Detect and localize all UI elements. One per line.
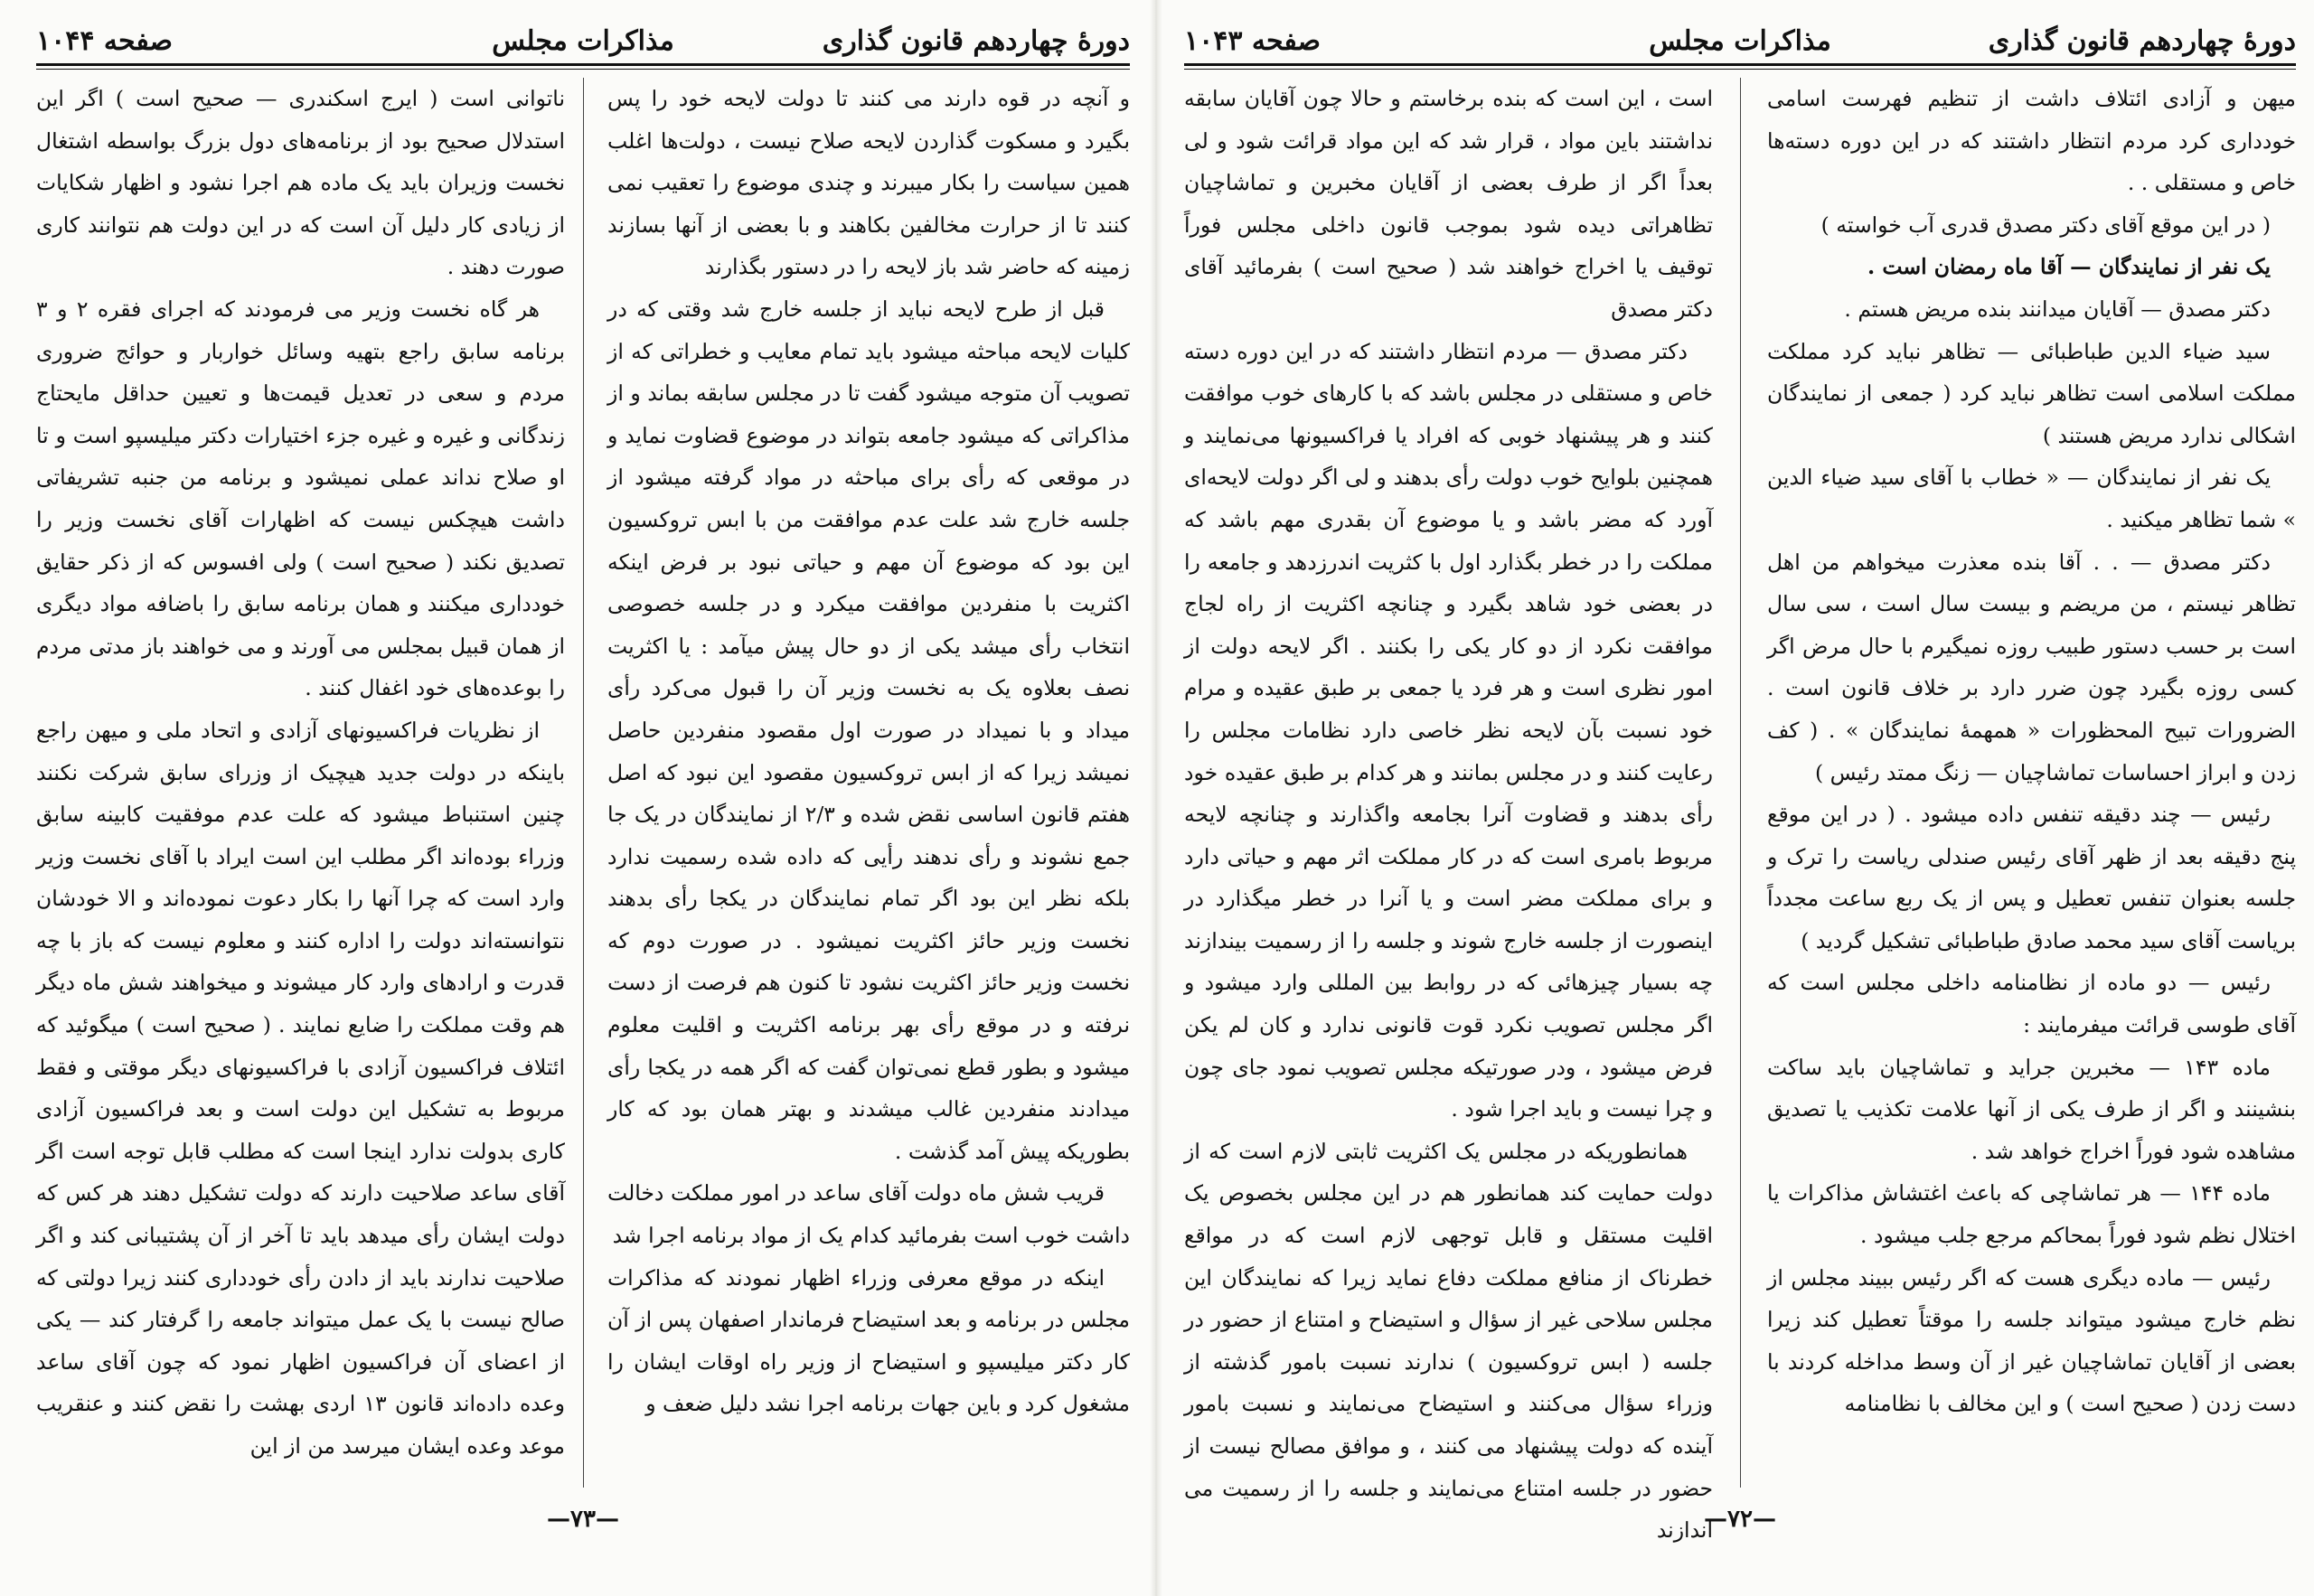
paragraph: میهن و آزادی ائتلاف داشت از تنظیم فهرست اسامی خودداری کرد مردم انتظار داشتند که در این دوره دسته‌ها خاص و مستقلی . . <box>1767 86 2296 196</box>
column-divider <box>583 78 584 1488</box>
paragraph: است ، این است که بنده برخاستم و حالا چون آقایان سابقه نداشتند باین مواد ، قرار شد که این مواد قرائت شود و لی بعداً اگر از طرف بعضی از آقایان مخبرین و تماشاچیان تظاهراتی دیده شود بموجب قانون داخلی مجلس فوراً توقیف یا اخراج خواهند شد ( صحیح است ) بفرمائید آقای دکتر مصدق <box>1184 86 1713 322</box>
page-1044 <box>36 0 1130 1596</box>
header-rule <box>1184 63 2296 66</box>
speech-paragraph: رئیس — چند دقیقه تنفس داده میشود . ( در این موقع پنج دقیقه بعد از ظهر آقای رئیس صندلی ریاست را ترک و جلسه بعنوان تنفس تعطیل و پس از یک ربع ساعت مجدداً بریاست آقای سید محمد صادق طباطبائی تشکیل گردید ) <box>1767 802 2296 953</box>
header-rule-thin <box>36 69 1130 70</box>
column-left <box>36 78 565 1488</box>
paragraph: قریب شش ماه دولت آقای ساعد در امور مملکت دخالت داشت خوب است بفرمائید کدام یک از مواد برنامه اجرا شد <box>607 1180 1130 1249</box>
speech-paragraph: دکتر مصدق — مردم انتظار داشتند که در این دوره دسته خاص و مستقلی در مجلس باشد که با کارهای خوب موافقت کنند و هر پیشنهاد خوبی که افراد یا فراکسیونها می‌نمایند و همچنین بلوایح خوب دولت رأی بدهند و لی اگر دولت لایحه‌ای آورد که مضر باشد و یا موضوع آن بقدری مهم باشد که مملکت را در خطر بگذارد اول با کثریت اندرزدهد و جامعه را در بعضی خود شاهد بگیرد و چنانچه اکثریت از راه لجاج موافقت نکرد از دو کار یکی را بکنند . اگر لایحه دولت از امور نظری است و هر فرد یا جمعی بر طبق عقیده و مرام خود نسبت بآن لایحه نظر خاصی دارد نظامات مجلس را رعایت کنند و در مجلس بمانند و هر کدام بر طبق عقیده خود رأی بدهند و قضاوت آنرا بجامعه واگذارند و چنانچه لایحه مربوط بامری است که در کار مملکت اثر مهم و حیاتی دارد و برای مملکت مضر است و یا آنرا در خطر میگذارد در اینصورت از جلسه خارج شوند و جلسه را از رسمیت بیندازند چه بسیار چیزهائی که در روابط بین المللی وارد میشود و اگر مجلس تصویب نکرد قوت قانونی ندارد و کان لم یکن فرض میشود ، ودر صورتیکه مجلس تصویب نمود جای چون و چرا نیست و باید اجرا شود . <box>1184 338 1713 1122</box>
speech-paragraph: یک نفر از نمایندگان — آقا ماه رمضان است . <box>1867 254 2271 280</box>
page-header <box>1184 25 2296 61</box>
header-title: دورهٔ چهاردهم قانون گذاری <box>822 25 1130 57</box>
header-page-label: صفحه ۱۰۴۴ <box>36 25 173 57</box>
column-right <box>1767 78 2296 1488</box>
article-paragraph: ماده ۱۴۴ — هر تماشاچی که باعث اغتشاش مذاکرات یا اختلال نظم شود فوراً بمحاکم مرجع جلب میشود . <box>1767 1180 2296 1249</box>
header-rule-thin <box>1184 69 2296 70</box>
paragraph: اینکه در موقع معرفی وزراء اظهار نمودند که مذاکرات مجلس در برنامه و بعد استیضاح فرماندار اصفهان پس از آن کار دکتر میلیسپو و استیضاح از وزیر راه اوقات ایشان را مشغول کرد و باین جهات برنامه اجرا نشد دلیل ضعف و <box>607 1264 1130 1417</box>
article-paragraph: ماده ۱۴۳ — مخبرین جراید و تماشاچیان باید ساکت بنشینند و اگر از طرف یکی از آنها علامت تکذیب یا تصدیق مشاهده شود فوراً اخراج خواهد شد . <box>1767 1054 2296 1164</box>
speech-paragraph: یک نفر از نمایندگان — « خطاب با آقای سید ضیاء الدین » شما تظاهر میکنید . <box>1767 465 2296 532</box>
paragraph: قبل از طرح لایحه نباید از جلسه خارج شد وقتی که در کلیات لایحه مباحثه میشود باید تمام معایب و خطراتی که از تصویب آن متوجه میشود گفت تا در مجلس سابقه بماند و از مذاکراتی که میشود جامعه بتواند در موضوع قضاوت نماید و در موقعی که رأی برای مباحثه در مواد گرفته میشود از جلسه خارج شد علت عدم موافقت من با ابس تروکسیون این بود که موضوع آن مهم و حیاتی نبود بر فرض اینکه اکثریت با منفردین موافقت میکرد و در جلسه خصوصی انتخاب رأی میشد یکی از دو حال پیش میآمد : یا اکثریت نصف بعلاوه یک به نخست وزیر آن را قبول می‌کرد رأی میداد و با نمیداد در صورت اول مقصود منفردین حاصل نمیشد زیرا که از ابس تروکسیون مقصود این نبود که اصل هفتم قانون اساسی نقض شده و ۲/۳ از نمایندگان در یک جا جمع نشوند و رأی ندهند رأیی که داده شده رسمیت ندارد بلکه نظر این بود اگر تمام نمایندگان در یکجا رأی بدهند نخست وزیر حائز اکثریت نمیشود . در صورت دوم که نخست وزیر حائز اکثریت نشود تا کنون هم فرصت از دست نرفته و در موقع رأی بهر برنامه اکثریت و اقلیت معلوم میشود و بطور قطع نمی‌توان گفت که اگر همه در یکجا رأی میدادند منفردین غالب میشدند و بهتر همان بود که کار بطوریکه پیش آمد گذشت . <box>607 296 1130 1164</box>
paragraph: همانطوریکه در مجلس یک اکثریت ثابتی لازم است که از دولت حمایت کند همانطور هم در این مجلس بخصوص یک اقلیت مستقل و قابل توجهی لازم است که در مواقع خطرناک از منافع مملکت دفاع نماید زیرا که نمایندگان این مجلس سلاحی غیر از سؤال و استیضاح و امتناع از حضور در جلسه ( ابس تروکسیون ) ندارند نسبت بامور گذشته از وزراء سؤال می‌کنند و استیضاح می‌نمایند و نسبت بامور آینده که دولت پیشنهاد می کنند ، و موافق مصالح نیست از حضور در جلسه امتناع می‌نمایند و جلسه را از رسمیت می اندازند <box>1184 1138 1713 1544</box>
page-1043 <box>1184 0 2296 1596</box>
speech-paragraph: سید ضیاء الدین طباطبائی — تظاهر نباید کرد مملکت مملکت اسلامی است تظاهر نباید کرد ( جمعی از نمایندگان اشکالی ندارد مریض هستند ) <box>1767 338 2296 448</box>
speech-paragraph: دکتر مصدق — . . آقا بنده معذرت میخواهم من اهل تظاهر نیستم ، من مریضم و بیست سال است ، سی سال است بر حسب دستور طبیب روزه نمیگیرم با حال مرض اگر کسی روزه بگیرد چون ضرر دارد بر خلاف قانون است . الضرورات تبیح المحظورات « همهمهٔ نمایندگان » . ( کف زدن و ابراز احساسات تماشاچیان — زنگ ممتد رئیس ) <box>1767 549 2296 785</box>
book-spine <box>1150 0 1162 1596</box>
header-rule <box>36 63 1130 66</box>
column-left <box>1184 78 1713 1544</box>
page-number: —۷۳— <box>547 1506 619 1533</box>
speech-paragraph: رئیس — ماده دیگری هست که اگر رئیس ببیند مجلس از نظم خارج میشود میتواند جلسه را موقتاً تعطیل کند زیرا بعضی از آقایان تماشاچیان غیر از آن وسط مداخله کردند با دست زدن ( صحیح است ) و این مخالف با نظامنامه <box>1767 1264 2296 1417</box>
page-number: —۷۲— <box>1704 1506 1776 1533</box>
page-header <box>36 25 1130 61</box>
speech-paragraph: رئیس — دو ماده از نظامنامه داخلی مجلس است که آقای طوسی قرائت میفرمایند : <box>1767 970 2296 1038</box>
speech-paragraph: دکتر مصدق — آقایان میدانند بنده مریض هستم . <box>1844 296 2271 322</box>
paragraph: ( در این موقع آقای دکتر مصدق قدری آب خواسته ) <box>1820 211 2271 238</box>
paragraph: و آنچه در قوه دارند می کنند تا دولت لایحه خود را پس بگیرد و مسکوت گذاردن لایحه صلاح نیست ، دولت‌ها اغلب همین سیاست را بکار میبرند و چندی موضوع را تعقیب نمی کنند تا از حرارت مخالفین بکاهند و با بعضی از آنها بسازند زمینه که حاضر شد باز لایحه را در دستور بگذارند <box>607 86 1130 280</box>
column-divider <box>1740 78 1741 1488</box>
header-middle: مذاکرات مجلس <box>1649 25 1831 57</box>
header-page-label: صفحه ۱۰۴۳ <box>1184 25 1321 57</box>
paragraph: هر گاه نخست وزیر می فرمودند که اجرای فقره ۲ و ۳ برنامه سابق راجع بتهیه وسائل خواربار و حوائج ضروری مردم و سعی در تعدیل قیمت‌ها و تعیین حداقل مایحتاج زندگانی و غیره و غیره جزء اختیارات دکتر میلیسپو است و تا او صلاح نداند عملی نمیشود و برنامه من جنبه تشریفاتی داشت هیچکس نیست که اظهارات آقای نخست وزیر را تصدیق نکند ( صحیح است ) ولی افسوس که از ذکر حقایق خودداری میکنند و همان برنامه سابق را باضافه مواد دیگری از همان قبیل بمجلس می آورند و می خواهند باز مدتی مردم را بوعده‌های خود اغفال کنند . <box>36 296 565 701</box>
header-title: دورهٔ چهاردهم قانون گذاری <box>1988 25 2296 57</box>
column-right <box>607 78 1130 1488</box>
paragraph: ناتوانی است ( ایرج اسکندری — صحیح است ) اگر این استدلال صحیح بود از برنامه‌های دول بزرگ بواسطه اشتغال نخست وزیران باید یک ماده هم اجرا نشود و اظهار شکایات از زیادی کار دلیل آن است که در این دولت هم نتوانند کاری صورت دهند . <box>36 86 565 280</box>
paragraph: از نظریات فراکسیونهای آزادی و اتحاد ملی و میهن راجع باینکه در دولت جدید هیچیک از وزرای سابق شرکت نکنند چنین استنباط میشود که علت عدم موفقیت کابینه سابق وزراء بوده‌اند اگر مطلب این است ایراد با آقای نخست وزیر وارد است که چرا آنها را بکار دعوت نموده‌اند و الا خودشان نتوانسته‌اند دولت را اداره کنند و معلوم نیست که باز با چه قدرت و ارادهای وارد کار میشوند و میخواهند شش ماه دیگر هم وقت مملکت را ضایع نمایند . ( صحیح است ) میگوئید که ائتلاف فراکسیون آزادی با فراکسیونهای دیگر موقتی و فقط مربوط به تشکیل این دولت است و بعد فراکسیون آزادی کاری بدولت ندارد اینجا است که مطلب قابل توجه است اگر آقای ساعد صلاحیت دارند که دولت تشکیل دهند هر کس که دولت ایشان رأی میدهد باید تا آخر از آن پشتیبانی کند و اگر صلاحیت ندارند باید از دادن رأی خودداری کنند زیرا دولتی که صالح نیست با یک عمل میتواند جامعه را گرفتار کند — یکی از اعضای آن فراکسیون اظهار نمود که چون آقای ساعد وعده داده‌اند قانون ۱۳ اردی بهشت را نقض کنند و عنقریب موعد وعده ایشان میرسد من از این <box>36 717 566 1459</box>
header-middle: مذاکرات مجلس <box>492 25 674 57</box>
